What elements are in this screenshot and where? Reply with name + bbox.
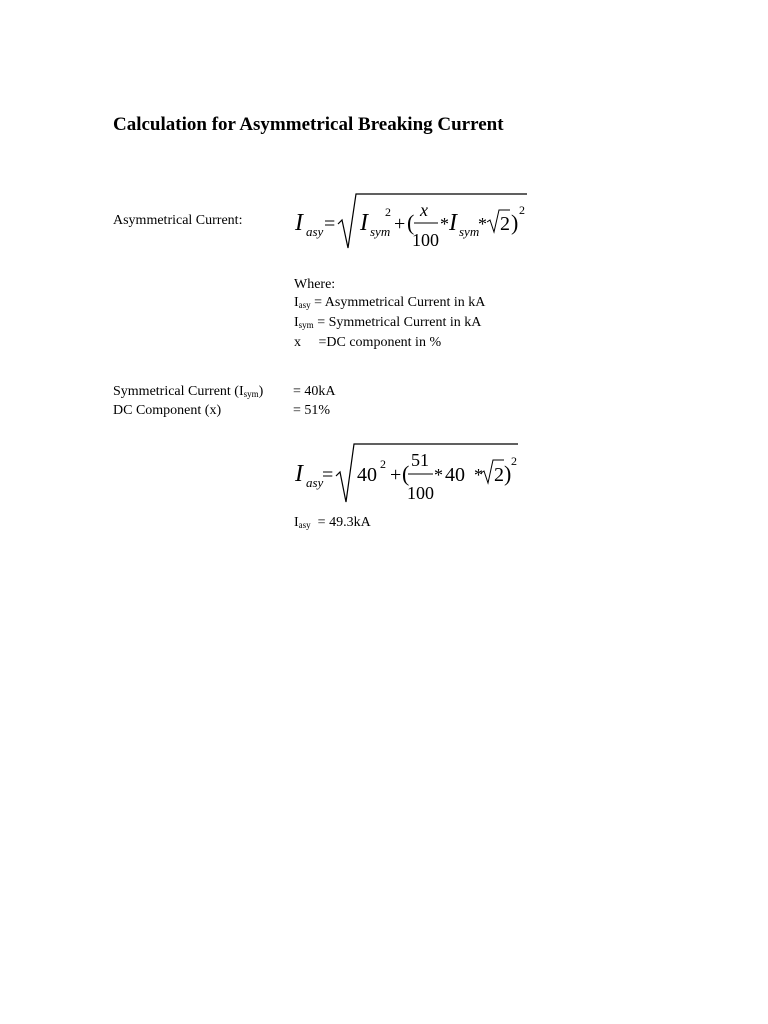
term1-sub: sym [370, 224, 391, 239]
times-sign: * [440, 214, 449, 234]
term2-var: I [449, 210, 457, 236]
input-dc-value: = 51% [293, 403, 331, 418]
term1-exp: 2 [385, 205, 391, 219]
sqrt-arg: 2 [500, 213, 510, 235]
sub-v2: 40 [445, 464, 465, 486]
sub-times-sign-2: * [474, 465, 483, 485]
where-line-asy: $I_{asy}$ = Asymmetrical Current in kA [294, 295, 486, 310]
substituted-formula [290, 436, 522, 508]
page-title: Calculation for Asymmetrical Breaking Current [113, 114, 504, 135]
sub-equals-sign: = [322, 464, 334, 486]
sub-sqrt-arg: 2 [494, 464, 504, 486]
sub-close-paren: ) [504, 461, 512, 486]
where-block [294, 276, 485, 352]
input-dc-label: DC Component (x) [113, 403, 222, 418]
outer-exp: 2 [519, 203, 525, 217]
sub-lhs-sub: asy [306, 475, 324, 490]
sub-frac-den: 100 [407, 483, 434, 503]
sub-plus-sign: + [390, 464, 402, 486]
sub-open-paren: ( [402, 461, 410, 486]
open-paren: ( [407, 210, 415, 235]
input-symmetrical-value: = 40kA [293, 384, 336, 399]
where-line-x: x =DC component in % [294, 335, 442, 350]
where-line-sym: $I_{sym}$ = Symmetrical Current in kA [294, 315, 482, 330]
where-heading: Where: [294, 277, 336, 292]
close-paren: ) [511, 210, 519, 235]
sub-v1: 40 [357, 464, 377, 486]
lhs-var: I [295, 210, 303, 236]
term1-var: I [360, 210, 368, 236]
sub-lhs-var: I [295, 461, 303, 487]
input-symmetrical-label: Symmetrical Current $(I_{sym})$ [113, 384, 264, 399]
formula-label: Asymmetrical Current: [113, 213, 243, 228]
sub-exp: 2 [380, 457, 386, 471]
sub-times-sign: * [434, 465, 443, 485]
plus-sign: + [394, 213, 406, 235]
sub-outer-exp: 2 [511, 454, 517, 468]
frac-den: 100 [412, 230, 439, 250]
equals-sign: = [324, 213, 336, 235]
frac-num: x [420, 200, 428, 220]
result-line: $I_{asy} = 49.3kA$ [294, 515, 371, 530]
term2-sub: sym [459, 224, 480, 239]
asymmetrical-current-formula [290, 186, 530, 256]
lhs-sub: asy [306, 224, 324, 239]
sub-frac-num: 51 [411, 450, 429, 470]
times-sign-2: * [478, 214, 487, 234]
